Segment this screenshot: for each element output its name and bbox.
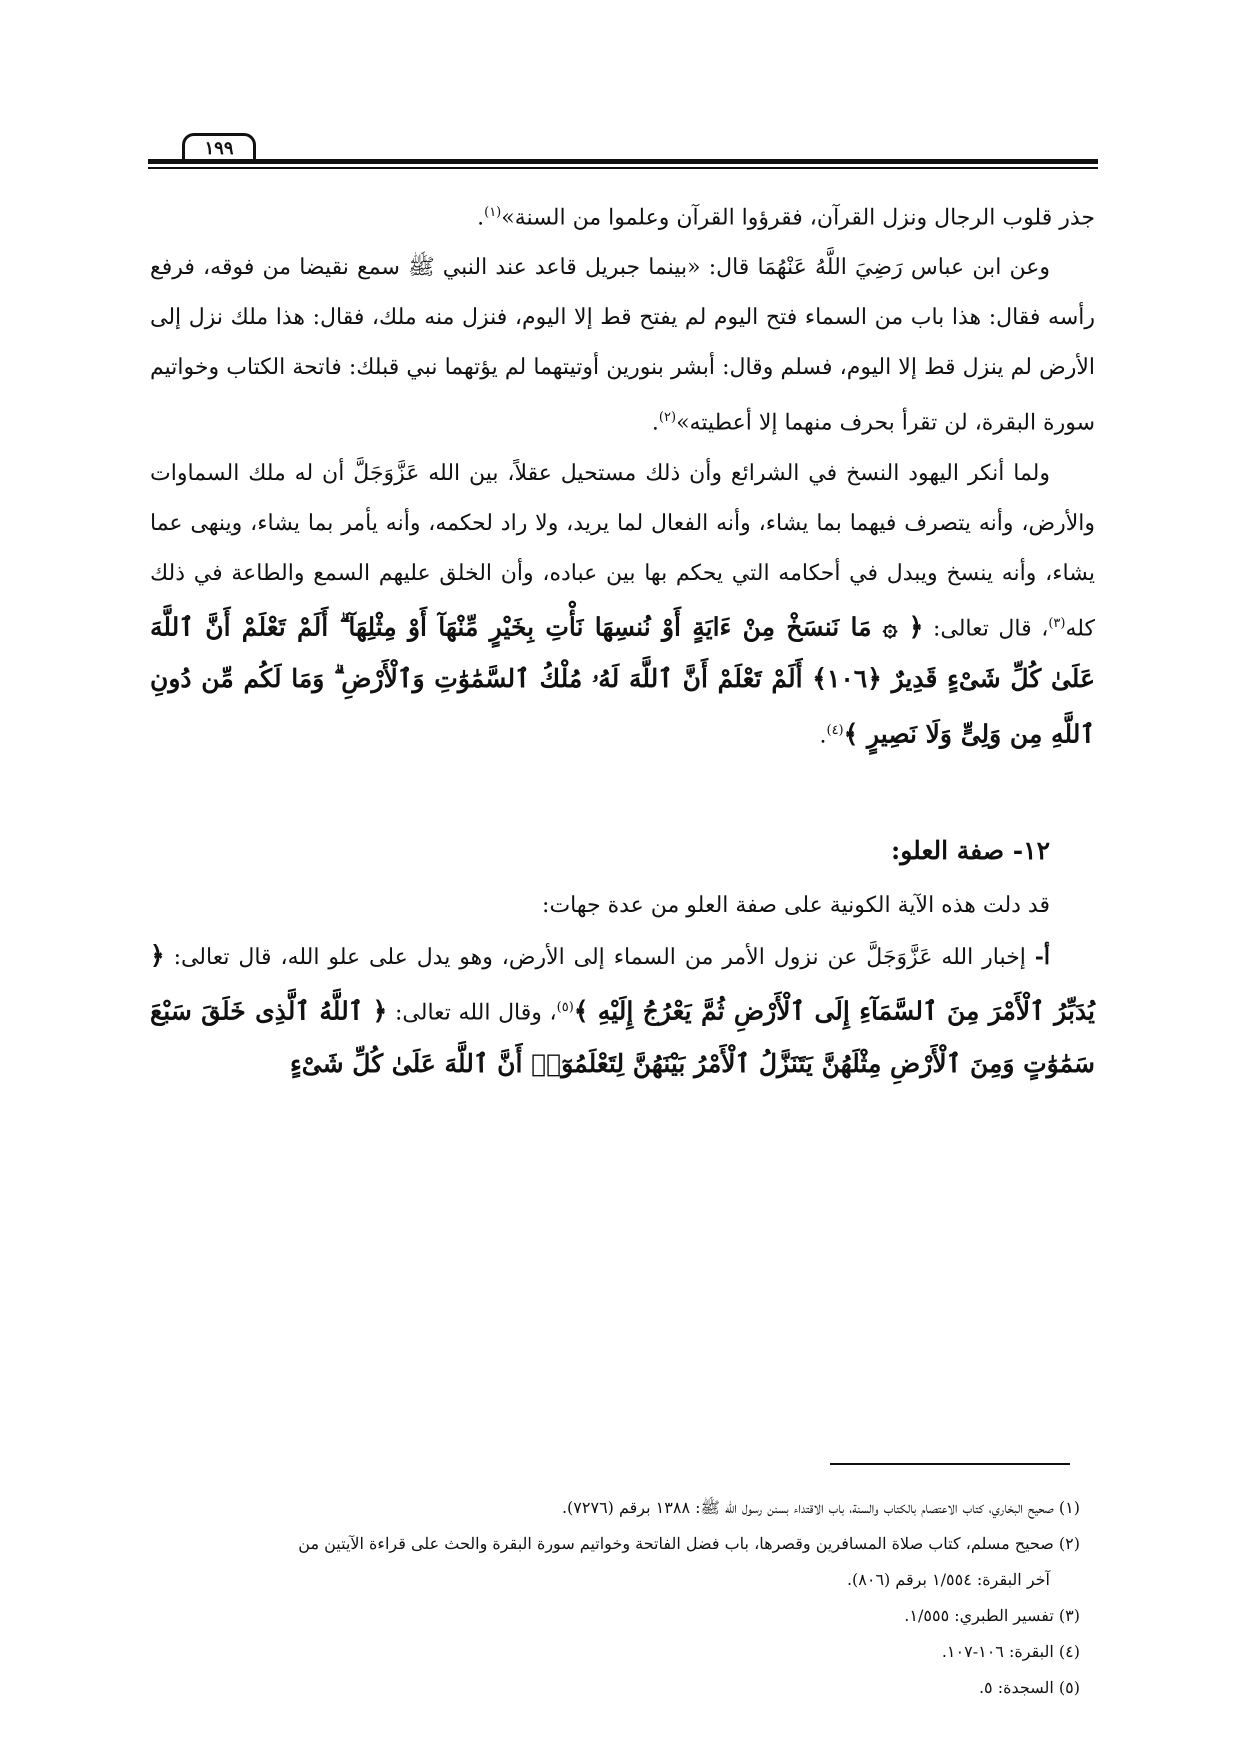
section-heading: ١٢- صفة العلو: [891, 836, 1050, 866]
footnote-ref: (٣) [1048, 615, 1066, 631]
list-marker: أ- [1034, 944, 1050, 971]
paragraph [150, 243, 1095, 448]
main-text [150, 188, 1095, 1091]
footnote: (٥) السجدة: ٥. [978, 1678, 1080, 1697]
page-number: ١٩٩ [182, 133, 256, 160]
footnote-ref: (١) [484, 205, 502, 220]
header-rule-thin [148, 167, 1098, 169]
footnote: (٣) تفسير الطبري: ١/٥٥٥. [904, 1606, 1080, 1625]
paragraph [150, 188, 1095, 243]
paragraph [150, 449, 1095, 762]
footnote-ref: (٥) [556, 1000, 574, 1016]
paragraph-text: ولما أنكر اليهود النسخ في الشرائع وأن ذلك مستحيل عقلاً، بين الله عَزَّوَجَلَّ أن له ملك السماوات والأرض، وأنه يتصرف فيهما بما يشاء، وأنه الفعال لما يريد، ولا راد لحكمه، وأنه يأمر بما يشاء، وينهى عما يشاء، وأنه ينسخ ويبدل في أحكامه التي يحكم بها بين عباده، وأن الخلق عليهم السمع والطاعة في ذلك كله [150, 460, 1096, 641]
paragraph-text: وعن ابن عباس رَضِيَ اللَّهُ عَنْهُمَا قال: «بينما جبريل قاعد عند النبي ﷺ سمع نقيضا من فوقه، فرفع رأسه فقال: هذا باب من السماء فتح اليوم لم يفتح قط إلا اليوم، فنزل منه ملك، فقال: هذا ملك نزل إلى الأرض لم ينزل قط إلا اليوم، فسلم وقال: أبشر بنورين أوتيتهما لم يؤتهما نبي قبلك: فاتحة الكتاب وخواتيم سورة البقرة، لن تقرأ بحرف منهما إلا أعطيته» [150, 255, 1095, 436]
footnote-continuation: آخر البقرة: ١/٥٥٤ برقم (٨٠٦). [846, 1570, 1050, 1589]
quran-verse: ﴿ ٱللَّهُ ٱلَّذِى خَلَقَ سَبْعَ سَمَٰوَٰتٍ وَمِنَ ٱلْأَرْضِ مِثْلَهُنَّ يَتَنَزَّلُ ٱلْأَمْرُ بَيْنَهُنَّ لِتَعْلَمُوٓا۟ أَنَّ ٱللَّهَ عَلَىٰ كُلِّ شَىْءٍ [150, 996, 1095, 1078]
quran-verse: ﴿ ۞ مَا نَنسَخْ مِنْ ءَايَةٍ أَوْ نُنسِهَا نَأْتِ بِخَيْرٍ مِّنْهَآ أَوْ مِثْلِهَآ ۗ أَلَمْ تَعْلَمْ أَنَّ ٱللَّهَ عَلَىٰ كُلِّ شَىْءٍ قَدِيرٌ ﴿١٠٦﴾ أَلَمْ تَعْلَمْ أَنَّ ٱللَّهَ لَهُۥ مُلْكُ ٱلسَّمَٰوَٰتِ وَٱلْأَرْضِ ۗ وَمَا لَكُم مِّن دُونِ ٱللَّهِ مِن وَلِىٍّ وَلَا نَصِيرٍ ﴾ [150, 611, 1095, 749]
paragraph-tail: . [477, 205, 485, 231]
paragraph-tail: ، وقال الله تعالى: [395, 1000, 557, 1026]
page-header [148, 125, 1098, 165]
paragraph [150, 931, 1095, 1090]
paragraph-tail: . [651, 410, 659, 436]
paragraph [150, 881, 1095, 931]
footnote-ref: (٢) [658, 410, 677, 426]
footnote-separator [830, 1463, 1070, 1465]
footnote: (٤) البقرة: ١٠٦-١٠٧. [941, 1642, 1080, 1661]
footnote-ref: (٤) [826, 722, 844, 738]
paragraph-text: إخبار الله عَزَّوَجَلَّ عن نزول الأمر من السماء إلى الأرض، وهو يدل على علو الله، قال تعالى: [173, 945, 1035, 971]
footnotes [150, 1490, 1080, 1706]
header-rule-thick [148, 159, 1098, 164]
footnote: (٢) صحيح مسلم، كتاب صلاة المسافرين وقصرها، باب فضل الفاتحة وخواتيم سورة البقرة والحث على قراءة الآيتين من [298, 1534, 1080, 1553]
paragraph-text: جذر قلوب الرجال ونزل القرآن، فقرؤوا القرآن وعلموا من السنة» [501, 205, 1095, 231]
quran-verse: ﴿ يُدَبِّرُ ٱلْأَمْرَ مِنَ ٱلسَّمَآءِ إِلَى ٱلْأَرْضِ ثُمَّ يَعْرُجُ إِلَيْهِ ﴾ [150, 941, 1095, 1026]
footnote: (١) صحيح البخاري، كتاب الاعتصام بالكتاب والسنة، باب الاقتداء بسنن رسول الله ﷺ: ١٣٨٨ برقم (٧٢٧٦). [561, 1498, 1080, 1517]
paragraph-text: قد دلت هذه الآية الكونية على صفة العلو من عدة جهات: [542, 893, 1050, 919]
paragraph-tail: . [819, 723, 827, 749]
paragraph-tail: ، قال تعالى: [932, 615, 1049, 641]
